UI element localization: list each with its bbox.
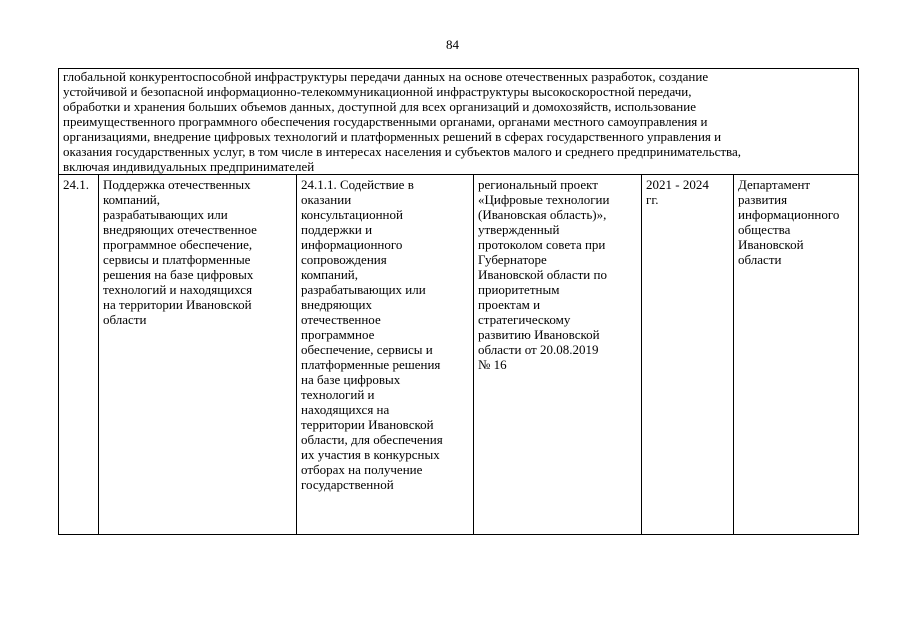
document-line: приоритетным [478, 282, 560, 297]
measure-line: находящихся на [301, 402, 390, 417]
responsible-line: развития [738, 192, 788, 207]
measure-line: обеспечение, сервисы и [301, 342, 433, 357]
period-cell [642, 175, 734, 535]
objective-line: решения на базе цифровых [103, 267, 254, 282]
responsible-line: области [738, 252, 782, 267]
measure-line: разрабатывающих или [301, 282, 426, 297]
objective-line: внедряющих отечественное [103, 222, 257, 237]
measure-line: информационного [301, 237, 403, 252]
document-line: развитию Ивановской [478, 327, 600, 342]
measure-line: внедряющих [301, 297, 372, 312]
measure-line: поддержки и [301, 222, 373, 237]
document-line: области от 20.08.2019 [478, 342, 599, 357]
measure-line: отборах на получение [301, 462, 423, 477]
row-number: 24.1. [63, 177, 89, 192]
goal-text-line: обработки и хранения больших объемов данных, доступной для всех организаций и домохозяйств, использование [63, 99, 696, 114]
page-number: 84 [446, 37, 459, 52]
document-line: протоколом совета при [478, 237, 606, 252]
responsible-line: Ивановской [738, 237, 804, 252]
responsible-line: Департамент [738, 177, 811, 192]
responsible-cell [734, 175, 859, 535]
goal-text-line: преимущественного программного обеспечения государственными органами, органами местного самоуправления и [63, 114, 708, 129]
measure-line: их участия в конкурсных [301, 447, 440, 462]
objective-line: на территории Ивановской [103, 297, 252, 312]
responsible-line: информационного [738, 207, 840, 222]
period-line: 2021 - 2024 [646, 177, 709, 192]
objective-line: разрабатывающих или [103, 207, 228, 222]
responsible-line: общества [738, 222, 791, 237]
document-cell [474, 175, 642, 535]
goal-text-line: включая индивидуальных предпринимателей [63, 159, 315, 174]
measure-line: на базе цифровых [301, 372, 401, 387]
goal-text-line: оказания государственных услуг, в том числе в интересах населения и субъектов малого и среднего предпринимательства, [63, 144, 742, 159]
measure-line: сопровождения [301, 252, 387, 267]
measure-line: программное [301, 327, 375, 342]
document-line: утвержденный [478, 222, 560, 237]
row-number-cell [59, 175, 99, 535]
measures-table [58, 68, 859, 535]
objective-line: сервисы и платформенные [103, 252, 251, 267]
measure-line: платформенные решения [301, 357, 441, 372]
document-line: «Цифровые технологии [478, 192, 610, 207]
intro-row [59, 69, 859, 175]
goal-text-line: глобальной конкурентоспособной инфраструктуры передачи данных на основе отечественных разработок, создание [63, 69, 709, 84]
document-line: № 16 [478, 357, 507, 372]
measure-line: отечественное [301, 312, 381, 327]
document-line: Ивановской области по [478, 267, 607, 282]
objective-line: технологий и находящихся [103, 282, 253, 297]
document-line: Губернаторе [478, 252, 547, 267]
measure-line: консультационной [301, 207, 403, 222]
objective-line: Поддержка отечественных [103, 177, 251, 192]
document-line: стратегическому [478, 312, 571, 327]
measure-line: компаний, [301, 267, 358, 282]
objective-line: области [103, 312, 147, 327]
measure-line: области, для обеспечения [301, 432, 443, 447]
goal-text-line: устойчивой и безопасной информационно-телекоммуникационной инфраструктуры высокоскоростной передачи, [63, 84, 692, 99]
measure-line: 24.1.1. Содействие в [301, 177, 414, 192]
objective-line: программное обеспечение, [103, 237, 253, 252]
measure-line: государственной [301, 477, 394, 492]
document-line: проектам и [478, 297, 541, 312]
document-line: региональный проект [478, 177, 598, 192]
document-line: (Ивановская область)», [478, 207, 607, 222]
measure-line: оказании [301, 192, 352, 207]
objective-line: компаний, [103, 192, 160, 207]
table-row [59, 175, 859, 535]
objective-cell [99, 175, 297, 535]
measure-cell [297, 175, 474, 535]
measure-line: территории Ивановской [301, 417, 434, 432]
measure-line: технологий и [301, 387, 375, 402]
goal-text-line: организациями, внедрение цифровых технологий и платформенных решений в сферах государственного управления и [63, 129, 722, 144]
section-goal-cell [59, 69, 859, 175]
period-line: гг. [646, 192, 659, 207]
